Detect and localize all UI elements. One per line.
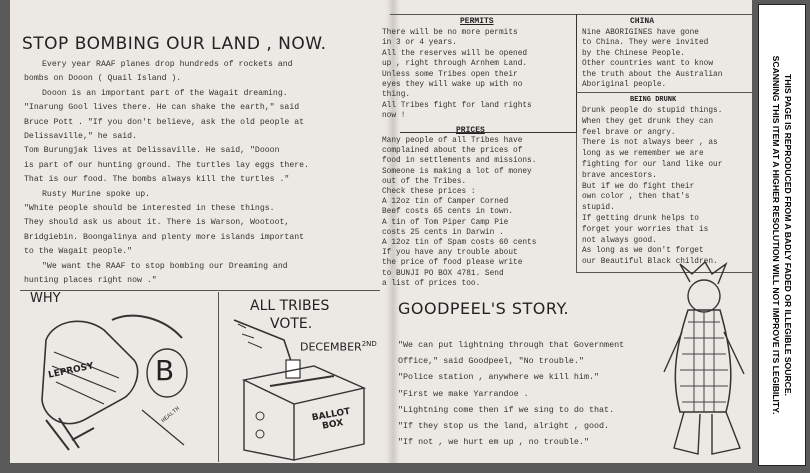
prices-line: food in settlements and missions. [382, 157, 537, 166]
permits-heading: PERMITS [460, 17, 494, 26]
story-line: "If not , we hurt em up , no trouble." [398, 437, 589, 448]
article-line: Every year RAAF planes drop hundreds of rockets and [42, 60, 293, 69]
article-line: Dooon is an important part of the Wagait dreaming. [42, 88, 288, 98]
article-line: Bruce Pott . "If you don't believe, ask the old people at [24, 117, 305, 127]
all-tribes-text: ALL TRIBES [250, 298, 330, 314]
permits-line: in 3 or 4 years. [382, 39, 457, 48]
drink-line: As long as we don't forget [582, 247, 704, 256]
china-line: Other countries want to know [582, 60, 714, 69]
ballot-box-label: BALLOT BOX [311, 406, 352, 432]
leprosy-bandage-label: LEPROSY [47, 361, 95, 381]
article-line: to the Wagait people." [24, 247, 133, 257]
december-day: 2ND [361, 340, 377, 348]
china-line: Aboriginal people. [582, 81, 667, 89]
drink-line: fighting for our land like our [582, 161, 723, 169]
article-line: Rusty Murine spoke up. [42, 189, 151, 199]
story-line: "If they stop us the land, alright , good. [398, 421, 610, 431]
goodpeel-figure [660, 262, 750, 462]
article-line: "Inarung Gool lives there. He can shake the earth," said [24, 103, 300, 113]
headline: STOP BOMBING OUR LAND , NOW. [22, 34, 327, 54]
notice-text [770, 15, 794, 455]
prices-line: complained about the prices of [382, 147, 523, 156]
prices-line: Beef costs 65 cents in town. [382, 208, 514, 217]
prices-line: the price of food please write [382, 259, 523, 268]
permits-line: There will be no more permits [382, 29, 518, 37]
cartoon-divider [218, 292, 219, 462]
drink-line: our Beautiful Black children. [582, 258, 718, 267]
prices-line: costs 25 cents in Darwin . [382, 228, 504, 237]
article-line: is part of our hunting ground. The turtles lay eggs there. [24, 160, 309, 170]
drink-line: not always good. [582, 236, 657, 245]
article-line: hunting places right now ." [24, 276, 157, 285]
permits-line: thing. [382, 91, 411, 100]
reproduction-notice [758, 4, 806, 466]
prices-line: Someone is making a lot of money [382, 167, 532, 176]
story-line: "First we make Yarrandoe . [398, 388, 529, 399]
prices-line: A 12oz tin of Spam costs 60 cents [382, 239, 537, 247]
article-line: Tom Burungjak lives at Delissaville. He said, "Dooon [24, 146, 280, 156]
drink-line: But if we do fight their [582, 182, 695, 191]
drink-line: stupid. [582, 204, 615, 213]
drink-line: long as we remember we are [582, 150, 704, 159]
december-month: DECEMBER [300, 340, 362, 354]
prices-heading: PRICES [456, 126, 485, 135]
notice-line-1: THIS PAGE IS REPRODUCED FROM A BADLY FADED OR ILLEGIBLE SOURCE. [783, 74, 793, 396]
permits-line: Unless some Tribes open their [382, 70, 518, 79]
story-line: Office," said Goodpeel, "No trouble." [398, 356, 584, 367]
story-line: "Lightning come then if we sing to do that. [398, 404, 615, 415]
story-line: "We can put lightning through that Government [398, 340, 625, 350]
prices-line: Many people of all Tribes have [382, 137, 523, 145]
china-line: to China. They were invited [582, 39, 709, 48]
china-heading: CHINA [630, 17, 655, 26]
permits-line: up , right through Arnhem Land. [382, 60, 528, 69]
drink-line: There is not always beer , as [582, 139, 718, 148]
prices-line: A 12oz tin of Camper Corned [382, 198, 509, 207]
drink-line: brave ancestors. [582, 171, 657, 180]
left-divider [20, 290, 380, 291]
notice-line-2: SCANNING THIS ITEM AT A HIGHER RESOLUTION WILL NOT IMPROVE ITS LEGIBILITY. [771, 55, 781, 415]
drink-line: If getting drunk helps to [582, 215, 699, 223]
newsletter-page [10, 0, 752, 463]
prices-line: to BUNJI PO BOX 4781. Send [382, 269, 504, 278]
drink-line: own color , then that's [582, 193, 690, 202]
why-caption: WHY [30, 291, 61, 306]
ballot-box-drawing [224, 300, 384, 460]
article-line: "White people should be interested in these things. [24, 204, 275, 213]
china-line: the truth about the Australian [582, 70, 723, 79]
cartoon-small-print: HEALTH [159, 404, 182, 425]
article-line: bombs on Dooon ( Quail Island ). [24, 74, 182, 84]
china-rule [576, 92, 752, 93]
prices-line: If you have any trouble about [382, 249, 518, 258]
drink-line: When they get drunk they can [582, 117, 714, 126]
permits-line: eyes they will wake up with no [382, 81, 523, 89]
article-line: Bridgiebin. Boongalinya and plenty more islands important [24, 232, 305, 242]
drink-line: Drunk people do stupid things. [582, 107, 723, 115]
story-line: "Police station , anywhere we kill him." [398, 372, 600, 383]
prices-line: Check these prices : [382, 188, 476, 196]
b-letter: B [155, 354, 175, 387]
china-line: by the Chinese People. [582, 49, 685, 58]
drink-line: forget your worries that is [582, 225, 709, 234]
vote-text: VOTE. [270, 316, 313, 332]
permits-line: All the reserves will be opened [382, 49, 528, 58]
drink-heading: BEING DRUNK [630, 96, 677, 104]
permits-line: All Tribes fight for land rights [382, 101, 532, 110]
drink-line: feel brave or angry. [582, 128, 676, 137]
permits-line: now ! [382, 112, 406, 121]
prices-line: a list of prices too. [382, 279, 481, 288]
prices-line: out of the Tribes. [382, 177, 467, 186]
article-line: That is our food. The bombs always kill the turtles ." [24, 175, 290, 185]
article-line: Delissaville," he said. [24, 132, 138, 141]
story-title: GOODPEEL'S STORY. [398, 299, 570, 318]
article-line: They should ask us about it. There is Warson, Wootoot, [24, 218, 290, 228]
article-line: "We want the RAAF to stop bombing our Dreaming and [42, 261, 288, 271]
china-line: Nine ABORIGINES have gone [582, 29, 699, 37]
prices-line: A tin of Tom Piper Camp Pie [382, 218, 509, 227]
